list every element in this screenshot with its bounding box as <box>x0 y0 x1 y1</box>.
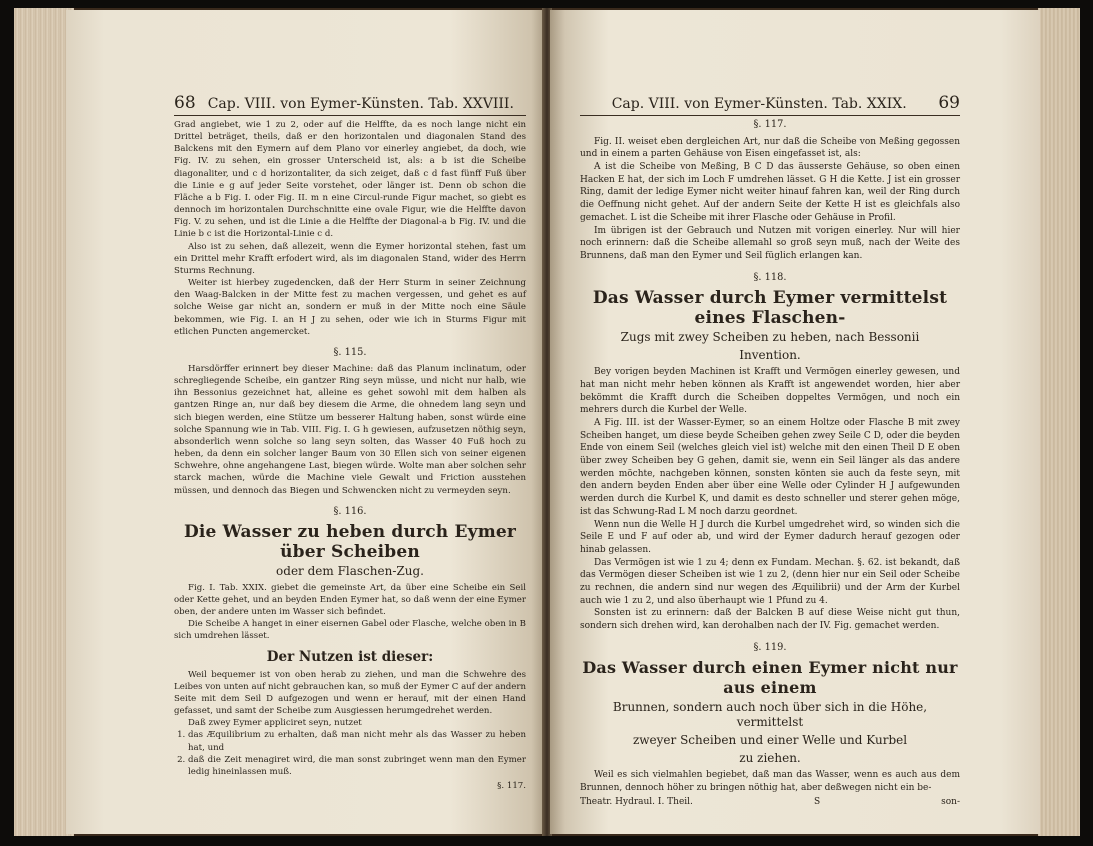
right-paragraph-7: Das Vermögen ist wie 1 zu 4; denn ex Fundam. Mechan. §. 62. ist bekandt, daß das Vermögen dieser Scheiben ist wie 1 zu 2, (denn hier nur ein Seil oder Scheibe zu rechnen, die andern sind nur wegen des Æquilibrii) und der Arm der Kurbel auch wie 1 zu 2, und also überhaupt wie 1 Pfund zu 4. <box>580 557 960 606</box>
right-paragraph-3: Im übrigen ist der Gebrauch und Nutzen mit vorigen einerley. Nur will hier noch erinnern: daß die Scheibe allemahl so groß seyn muß, nach der Weite des Brunnens, daß man den Eymer und Seil füglich erlangen kan. <box>580 225 960 261</box>
right-running-header <box>580 94 960 116</box>
right-paragraph-5: A Fig. III. ist der Wasser-Eymer, so an einem Holtze oder Flasche B mit zwey Scheiben hanget, um diese beyde Scheiben gehen zwey Seile C D, oder die beyden Ende von einem Seil (welches gleich viel ist) welche mit den einen Theil D E oben über zwey Scheiben bey G gehen, damit sie, wenn ein Seil länger als das andere werden möchte, nachgeben können, sonsten könten sie auch da feste seyn, mit den andern beyden Enden aber über eine Welle oder Cylinder H J aufgewunden werden durch die Kurbel K, und damit es desto schneller und sterer gehen möge, ist das Schwung-Rad L M noch darzu geordnet. <box>580 418 960 517</box>
left-page-content <box>174 94 526 792</box>
left-paragraph-5: Fig. I. Tab. XXIX. giebet die gemeinste Art, da über eine Scheibe ein Seil oder Kette gehet, und an beyden Enden Eymer hat, so daß wenn der eine Eymer oben, der andere unten im Wasser sich befindet. <box>174 582 526 618</box>
left-paragraph-7: Weil bequemer ist von oben herab zu ziehen, und man die Schwehre des Leibes von unten auf nicht gebrauchen kan, so muß der Eymer C auf der andern Seite mit dem Seil D aufgezogen und wenn er herauf, mit der einen Hand gefasset, und samt der Scheibe zum Ausgiessen herumgedrehet werden. <box>174 669 527 717</box>
nutzen-heading: Der Nutzen ist dieser: <box>266 648 434 665</box>
left-catchword: §. 117. <box>497 781 526 792</box>
footer-catchword: son- <box>941 796 960 807</box>
footer-signature-mark: S <box>813 796 821 807</box>
section-115-number: §. 115. <box>333 346 367 358</box>
left-header-title: Cap. VIII. von Eymer-Künsten. Tab. XXVIII. <box>207 96 514 112</box>
section-119-number: §. 119. <box>753 641 787 653</box>
left-paragraph-1: Grad angiebet, wie 1 zu 2, oder auf die Helffte, da es noch lange nicht ein Drittel beträget, theils, daß er den horizontalen und diagonalen Stand des Balckens mit den Eymern auf dem Plano vor einerley angiebet, da doch, wie Fig. IV. zu sehen, ein grosser Unterscheid ist, als: a b ist die Scheibe diagonaliter, und c d horizontaliter, da sich zeiget, daß c d fast fünff Fuß über die Linie e g auf jeder Seite vorstehet, oder länger ist. Denn ob schon die Fläche a b Fig. I. oder Fig. II. m n eine Circul-runde Figur machet, so giebt es dennoch im horizontalen Durchschnitte eine ovale Figur, wie die Helffte davon Fig. V. zu sehen, und ist die Linie a die Helffte der Diagonal-a b Fig. IV. und die Linie b c ist die Horizontal-Linie c d. <box>174 120 526 240</box>
right-paragraph-8: Sonsten ist zu erinnern: daß der Balcken B auf diese Weise nicht gut thun, sondern sich drehen wird, kan derohalben nach der IV. Fig. gemachet werden. <box>580 608 960 631</box>
right-paragraph-1: Fig. II. weiset eben dergleichen Art, nur daß die Scheibe von Meßing gegossen und in einem a parten Gehäuse von Eisen eingefasset ist, als: <box>580 136 960 160</box>
left-page-number: 68 <box>174 93 196 113</box>
right-page-edges <box>1038 8 1080 836</box>
section-119-title-line-4: zu ziehen. <box>739 751 801 766</box>
left-paragraph-3: Weiter ist hierbey zugedencken, daß der Herr Sturm in seiner Zeichnung den Waag-Balcken in der Mitte fest zu machen vergessen, und gehet es auf solche Weise gar nicht an, sondern er muß in der Mitte noch eine Säule bekommen, wie Fig. I. an H J zu sehen, oder wie ich in Sturms Figur mit etlichen Puncten angemercket. <box>174 278 526 337</box>
left-running-header <box>174 94 526 116</box>
section-116-title: Die Wasser zu heben durch Eymer über Scheiben <box>183 521 517 562</box>
section-117-number: §. 117. <box>753 119 787 130</box>
section-118-title-line-2: Zugs mit zwey Scheiben zu heben, nach Bessonii <box>620 330 920 345</box>
left-page-edges <box>14 8 74 836</box>
left-paragraph-6: Die Scheibe A hanget in einer eisernen Gabel oder Flasche, welche oben in B sich umdrehen lässet. <box>174 619 526 642</box>
section-118-number: §. 118. <box>753 271 787 283</box>
open-book <box>14 8 1080 836</box>
right-page-content <box>580 94 960 808</box>
section-119-title-line-1: Das Wasser durch einen Eymer nicht nur aus einem <box>582 658 958 698</box>
nutzen-list <box>174 729 526 778</box>
left-paragraph-8: Daß zwey Eymer appliciret seyn, nutzet <box>188 718 362 729</box>
left-paragraph-2: Also ist zu sehen, daß allezeit, wenn die Eymer horizontal stehen, fast um ein Drittel mehr Krafft erfodert wird, als im diagonalen Stand, wider des Herrn Sturms Rechnung. <box>174 241 526 276</box>
section-119-title-line-2: Brunnen, sondern auch noch über sich in die Höhe, vermittelst <box>612 700 928 730</box>
section-118-title-line-1: Das Wasser durch Eymer vermittelst eines Flaschen- <box>592 288 948 329</box>
section-119-title-line-3: zweyer Scheiben und einer Welle und Kurbel <box>632 733 908 748</box>
right-header-title: Cap. VIII. von Eymer-Künsten. Tab. XXIX. <box>611 96 907 112</box>
list-item: 1. das Æquilibrium zu erhalten, daß man nicht mehr als das Wasser zu heben hat, und <box>188 729 526 753</box>
right-paragraph-2: A ist die Scheibe von Meßing, B C D das äusserste Gehäuse, so oben einen Hacken E hat, der sich im Loch F umdrehen lässet. G H die Kette. J ist ein grosser Ring, damit der ledige Eymer nicht weiter hinauf fahren kan, weil der Ring durch die Oeffnung nicht gehet. Auf der andern Seite der Kette H ist es gleichfals also gemachet. L ist die Scheibe mit ihrer Flasche oder Gehäuse in Profil. <box>580 162 960 223</box>
right-paragraph-6: Wenn nun die Welle H J durch die Kurbel umgedrehet wird, so winden sich die Seile E und F auf oder ab, und wird der Eymer dadurch herauf gezogen oder hinab gelassen. <box>580 519 960 555</box>
section-118-title-line-3: Invention. <box>739 348 801 363</box>
right-page <box>550 10 1040 834</box>
left-paragraph-4: Harsdörffer erinnert bey dieser Machine: daß das Planum inclinatum, oder schregliegende Scheibe, ein gantzer Ring seyn müsse, und nicht nur halb, wie ihn Bessonius gezeichnet hat, alleine es gehet sowohl mit dem halben als gantzen Ringe an, nur daß bey diesem die Arme, die ohnedem lang seyn und sich biegen werden, eine Stütze um besserer Haltung haben, sonst würde eine solche Spannung wie in Tab. VIII. Fig. I. G h gewiesen, aufzusetzen nöthig seyn, absonderlich wenn solche so lang seyn solten, das Wasser 40 Fuß hoch zu heben, da denn ein solcher langer Baum von 30 Ellen sich von seiner eigenen Schwehre, ohne angehangene Last, biegen würde. Wolte man aber solchen sehr starck machen, würde die Machine viele Gewalt und Friction ausstehen müssen, und dennoch das Biegen und Schwencken nicht zu vermeyden seyn. <box>174 363 526 496</box>
right-paragraph-4: Bey vorigen beyden Machinen ist Krafft und Vermögen einerley gewesen, und hat man nicht mehr heben können als Krafft ist angewendet worden, hier aber bekömmt die Krafft durch die Scheiben doppeltes Vermögen, und noch ein mehrers durch die Kurbel der Welle. <box>580 367 960 416</box>
footer-book-title: Theatr. Hydraul. I. Theil. <box>580 796 693 807</box>
section-116-number: §. 116. <box>333 505 367 517</box>
right-page-footer <box>580 796 960 809</box>
right-paragraph-9: Weil es sich vielmahlen begiebet, daß man das Wasser, wenn es auch aus dem Brunnen, dennoch höher zu bringen nöthig hat, aber deßwegen nicht ein be- <box>580 770 960 794</box>
right-page-number: 69 <box>938 93 960 113</box>
left-page <box>66 10 546 834</box>
section-116-subtitle: oder dem Flaschen-Zug. <box>276 563 424 578</box>
list-item: 2. daß die Zeit menagiret wird, die man sonst zubringet wenn man den Eymer ledig hineinlassen muß. <box>188 754 526 778</box>
